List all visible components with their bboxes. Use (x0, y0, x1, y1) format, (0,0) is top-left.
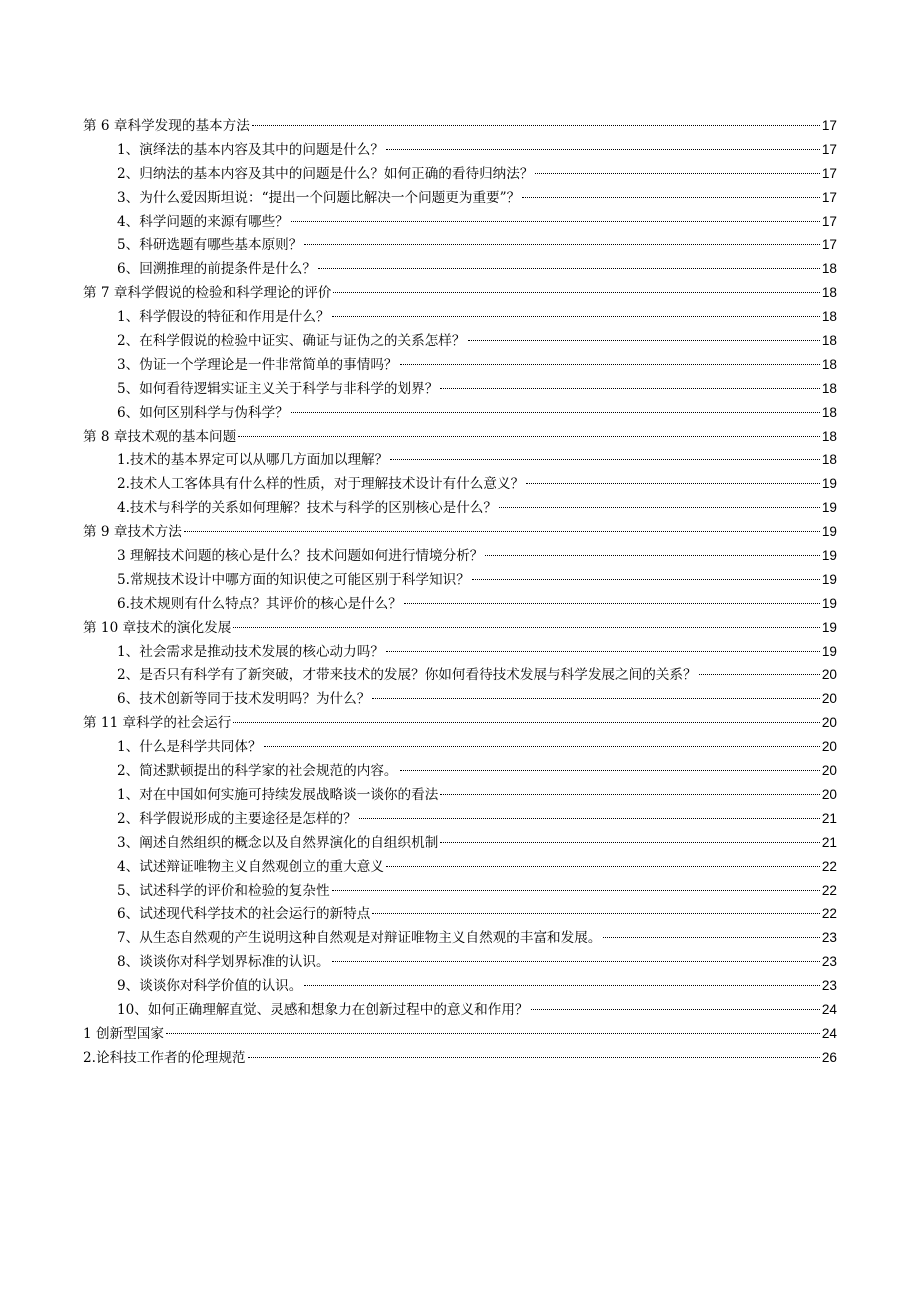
toc-chapter-entry[interactable] (83, 281, 837, 305)
toc-entry-page-number: 17 (821, 189, 837, 205)
toc-entry-page-number: 17 (821, 118, 837, 133)
toc-dot-leader (386, 651, 820, 652)
toc-dot-leader (359, 818, 820, 819)
toc-entry-page-number: 19 (821, 619, 837, 635)
toc-entry-title: 3 理解技术问题的核心是什么？技术问题如何进行情境分析？ (117, 548, 484, 565)
toc-section-entry[interactable] (83, 783, 837, 807)
toc-dot-leader (304, 985, 820, 986)
toc-entry-page-number: 18 (821, 404, 837, 420)
toc-section-entry[interactable] (83, 759, 837, 783)
toc-dot-leader (526, 483, 820, 484)
toc-entry-page-number: 20 (821, 715, 837, 731)
toc-section-entry[interactable] (83, 186, 837, 210)
toc-entry-title: 第 7 章科学假说的检验和科学理论的评价 (83, 285, 332, 302)
toc-section-entry[interactable] (83, 687, 837, 711)
toc-entry-page-number: 18 (821, 285, 837, 301)
toc-dot-leader (332, 890, 820, 891)
toc-entry-page-number: 21 (821, 834, 837, 850)
toc-entry-page-number: 17 (821, 165, 837, 181)
toc-section-entry[interactable] (83, 329, 837, 353)
toc-section-entry[interactable] (83, 974, 837, 998)
toc-entry-title: 5.常规技术设计中哪方面的知识使之可能区别于科学知识？ (117, 571, 470, 588)
toc-entry-title: 6、回溯推理的前提条件是什么？ (117, 261, 316, 278)
toc-section-entry[interactable] (83, 210, 837, 234)
toc-dot-leader (390, 459, 820, 460)
toc-entry-page-number: 18 (821, 452, 837, 468)
toc-section-entry[interactable] (83, 855, 837, 879)
toc-entry-page-number: 19 (821, 524, 837, 540)
toc-entry-page-number: 18 (821, 356, 837, 372)
toc-entry-page-number: 22 (821, 906, 837, 922)
toc-entry-page-number: 18 (821, 261, 837, 277)
toc-dot-leader (233, 722, 820, 723)
toc-section-entry[interactable] (83, 902, 837, 926)
toc-dot-leader (372, 698, 820, 699)
toc-section-entry[interactable] (83, 663, 837, 687)
toc-entry-title: 4、科学问题的来源有哪些？ (117, 213, 289, 230)
toc-entry-page-number: 17 (821, 237, 837, 253)
toc-section-entry[interactable] (83, 950, 837, 974)
toc-entry-title: 6、技术创新等同于技术发明吗？为什么？ (117, 691, 371, 708)
toc-dot-leader (499, 507, 820, 508)
toc-entry-title: 2、科学假说形成的主要途径是怎样的？ (117, 810, 357, 827)
toc-entry-title: 8、谈谈你对科学划界标准的认识。 (117, 954, 330, 971)
toc-entry-page-number: 18 (821, 428, 837, 444)
toc-dot-leader (332, 961, 820, 962)
toc-entry-title: 1、演绎法的基本内容及其中的问题是什么？ (117, 141, 384, 158)
toc-section-entry[interactable] (83, 807, 837, 831)
toc-section-entry[interactable] (83, 926, 837, 950)
toc-entry-page-number: 20 (821, 691, 837, 707)
toc-entry-page-number: 18 (821, 333, 837, 349)
toc-dot-leader (404, 603, 820, 604)
toc-dot-leader (233, 627, 820, 628)
toc-chapter-entry[interactable] (83, 711, 837, 735)
toc-dot-leader (238, 436, 820, 437)
toc-dot-leader (531, 1009, 820, 1010)
toc-dot-leader (603, 937, 819, 938)
toc-entry-page-number: 18 (821, 380, 837, 396)
toc-dot-leader (304, 244, 820, 245)
toc-entry-page-number: 19 (821, 643, 837, 659)
toc-dot-leader (440, 388, 820, 389)
toc-entry-page-number: 23 (821, 978, 837, 994)
toc-entry-title: 6.技术规则有什么特点？其评价的核心是什么？ (117, 595, 402, 612)
toc-dot-leader (386, 149, 820, 150)
toc-dot-leader (166, 1033, 820, 1034)
toc-section-entry[interactable] (83, 233, 837, 257)
toc-entry-page-number: 24 (821, 1025, 837, 1041)
toc-dot-leader (440, 842, 820, 843)
toc-entry-page-number: 20 (821, 763, 837, 779)
toc-entry-page-number: 20 (821, 786, 837, 802)
toc-entry-page-number: 19 (821, 595, 837, 611)
toc-entry-title: 2、在科学假说的检验中证实、确证与证伪之的关系怎样？ (117, 333, 466, 350)
toc-entry-page-number: 17 (821, 213, 837, 229)
toc-dot-leader (291, 412, 820, 413)
toc-entry-page-number: 19 (821, 476, 837, 492)
toc-entry-title: 5、试述科学的评价和检验的复杂性 (117, 882, 330, 899)
toc-chapter-entry[interactable] (83, 425, 837, 449)
toc-entry-title: 1 创新型国家 (83, 1025, 164, 1042)
toc-dot-leader (291, 221, 820, 222)
toc-section-entry[interactable] (83, 138, 837, 162)
toc-entry-page-number: 19 (821, 500, 837, 516)
toc-dot-leader (522, 197, 820, 198)
toc-entry-title: 第 8 章技术观的基本问题 (83, 428, 237, 445)
toc-chapter-entry[interactable] (83, 520, 837, 544)
toc-entry-page-number: 22 (821, 858, 837, 874)
toc-entry-page-number: 23 (821, 930, 837, 946)
toc-section-entry[interactable] (83, 831, 837, 855)
table-of-contents (83, 114, 837, 1070)
toc-entry-page-number: 19 (821, 548, 837, 564)
toc-section-entry[interactable] (83, 568, 837, 592)
toc-chapter-entry[interactable] (83, 114, 837, 138)
toc-section-entry[interactable] (83, 640, 837, 664)
toc-dot-leader (699, 674, 820, 675)
toc-dot-leader (372, 913, 820, 914)
toc-section-entry[interactable] (83, 998, 837, 1022)
toc-entry-page-number: 24 (821, 1001, 837, 1017)
toc-dot-leader (333, 292, 819, 293)
toc-entry-page-number: 18 (821, 309, 837, 325)
toc-entry-page-number: 21 (821, 810, 837, 826)
toc-dot-leader (468, 340, 820, 341)
toc-entry-title: 3、阐述自然组织的概念以及自然界演化的自组织机制 (117, 834, 439, 851)
toc-entry-title: 1、什么是科学共同体？ (117, 739, 262, 756)
toc-entry-title: 4、试述辩证唯物主义自然观创立的重大意义 (117, 858, 384, 875)
toc-section-entry[interactable] (83, 353, 837, 377)
toc-entry-title: 9、谈谈你对科学价值的认识。 (117, 978, 303, 995)
toc-section-entry[interactable] (83, 496, 837, 520)
toc-entry-title: 第 10 章技术的演化发展 (83, 619, 232, 636)
toc-section-entry[interactable] (83, 401, 837, 425)
toc-chapter-entry[interactable] (83, 1022, 837, 1046)
toc-dot-leader (485, 555, 819, 556)
toc-section-entry[interactable] (83, 305, 837, 329)
toc-section-entry[interactable] (83, 592, 837, 616)
toc-section-entry[interactable] (83, 257, 837, 281)
toc-dot-leader (318, 268, 820, 269)
toc-section-entry[interactable] (83, 544, 837, 568)
toc-entry-title: 5、科研选题有哪些基本原则？ (117, 237, 303, 254)
toc-entry-title: 2.论科技工作者的伦理规范 (83, 1049, 246, 1066)
toc-entry-title: 3、为什么爱因斯坦说：“提出一个问题比解决一个问题更为重要”？ (117, 189, 521, 206)
toc-entry-title: 第 11 章科学的社会运行 (83, 715, 232, 732)
toc-entry-title: 10、如何正确理解直觉、灵感和想象力在创新过程中的意义和作用？ (117, 1001, 529, 1018)
toc-entry-title: 6、如何区别科学与伪科学？ (117, 404, 289, 421)
toc-section-entry[interactable] (83, 472, 837, 496)
toc-entry-title: 6、试述现代科学技术的社会运行的新特点 (117, 906, 371, 923)
toc-section-entry[interactable] (83, 162, 837, 186)
toc-dot-leader (535, 173, 819, 174)
toc-entry-title: 1、对在中国如何实施可持续发展战略谈一谈你的看法 (117, 786, 439, 803)
toc-dot-leader (440, 794, 820, 795)
toc-entry-title: 2.技术人工客体具有什么样的性质，对于理解技术设计有什么意义？ (117, 476, 525, 493)
toc-dot-leader (332, 316, 820, 317)
toc-entry-title: 1、社会需求是推动技术发展的核心动力吗？ (117, 643, 384, 660)
toc-dot-leader (252, 125, 820, 126)
toc-entry-page-number: 26 (821, 1049, 837, 1065)
toc-section-entry[interactable] (83, 735, 837, 759)
toc-entry-title: 1.技术的基本界定可以从哪几方面加以理解？ (117, 452, 389, 469)
toc-entry-title: 5、如何看待逻辑实证主义关于科学与非科学的划界？ (117, 380, 439, 397)
toc-entry-page-number: 20 (821, 739, 837, 755)
toc-entry-title: 2、简述默顿提出的科学家的社会规范的内容。 (117, 763, 398, 780)
toc-dot-leader (400, 364, 820, 365)
toc-dot-leader (248, 1057, 820, 1058)
toc-section-entry[interactable] (83, 377, 837, 401)
toc-section-entry[interactable] (83, 879, 837, 903)
toc-entry-title: 2、是否只有科学有了新突破，才带来技术的发展？你如何看待技术发展与科学发展之间的关系？ (117, 667, 697, 684)
toc-dot-leader (184, 531, 820, 532)
toc-entry-title: 2、归纳法的基本内容及其中的问题是什么？如何正确的看待归纳法？ (117, 165, 534, 182)
toc-entry-page-number: 19 (821, 571, 837, 587)
toc-dot-leader (472, 579, 820, 580)
toc-chapter-entry[interactable] (83, 1046, 837, 1070)
toc-chapter-entry[interactable] (83, 616, 837, 640)
toc-entry-page-number: 23 (821, 954, 837, 970)
toc-dot-leader (386, 866, 820, 867)
toc-entry-title: 第 6 章科学发现的基本方法 (83, 118, 250, 134)
toc-entry-title: 第 9 章技术方法 (83, 524, 182, 541)
toc-entry-page-number: 22 (821, 882, 837, 898)
toc-entry-page-number: 20 (821, 667, 837, 683)
toc-entry-title: 4.技术与科学的关系如何理解？技术与科学的区别核心是什么？ (117, 500, 497, 517)
toc-entry-title: 7、从生态自然观的产生说明这种自然观是对辩证唯物主义自然观的丰富和发展。 (117, 930, 602, 947)
toc-dot-leader (264, 746, 820, 747)
toc-entry-title: 3、伪证一个学理论是一件非常简单的事情吗？ (117, 356, 398, 373)
toc-entry-page-number: 17 (821, 141, 837, 157)
toc-section-entry[interactable] (83, 448, 837, 472)
toc-entry-title: 1、科学假设的特征和作用是什么？ (117, 309, 330, 326)
toc-dot-leader (400, 770, 820, 771)
